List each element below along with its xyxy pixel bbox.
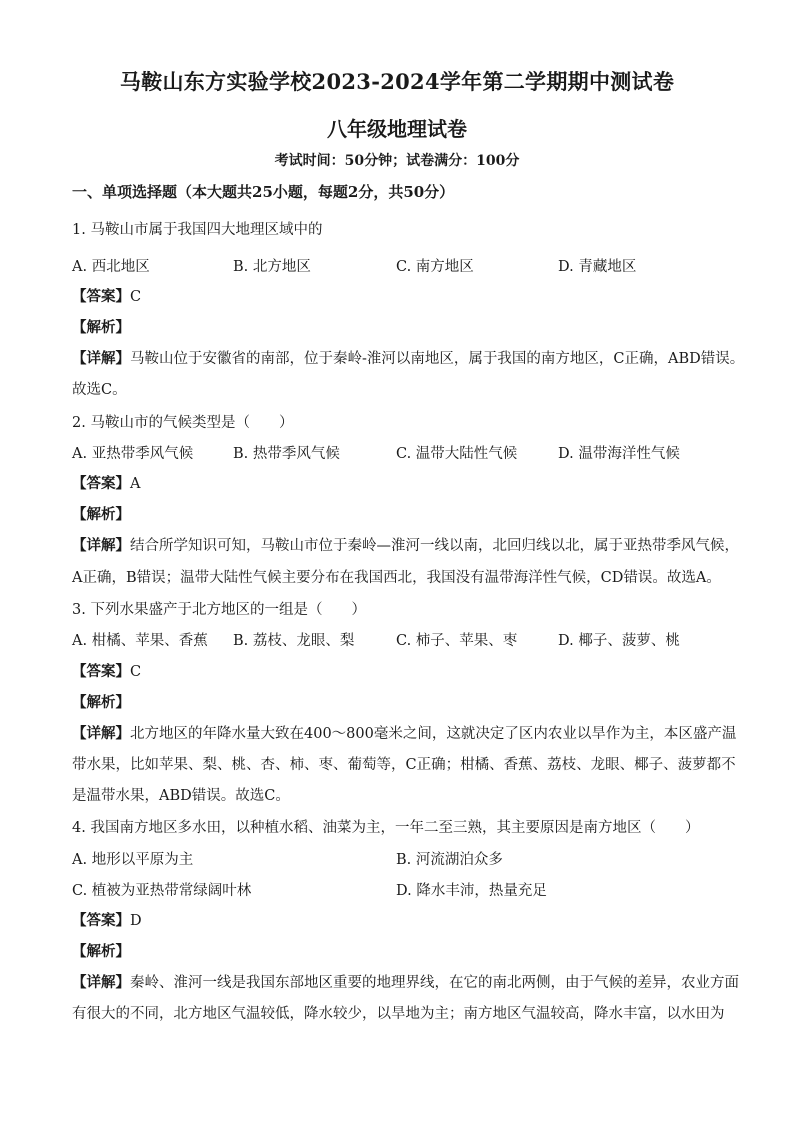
question-1-stem: 1. 马鞍山市属于我国四大地理区域中的 [72,222,323,238]
question-2-detail-line-1 [72,534,739,555]
question-2-stem: 2. 马鞍山市的气候类型是（ ） [72,415,294,431]
question-3-detail-line-3: 是温带水果，ABD错误。故选C。 [72,788,290,804]
question-3-analysis-tag: 【解析】 [72,694,130,711]
question-4-option-d: D. 降水丰沛，热量充足 [396,883,547,899]
exam-title: 马鞍山东方实验学校2023-2024学年第二学期期中测试卷 [119,69,675,94]
section-heading: 一、单项选择题（本大题共25小题，每题2分，共50分） [72,183,455,201]
question-2-detail-line-2: A正确，B错误；温带大陆性气候主要分布在我国西北，我国没有温带海洋性气候，CD错误。故选A。 [72,570,721,586]
question-1-option-b: B. 北方地区 [233,259,311,275]
question-2-option-a: A. 亚热带季风气候 [72,446,194,462]
question-1-analysis-tag: 【解析】 [72,319,130,336]
detail-text: 结合所学知识可知，马鞍山市位于秦岭—淮河一线以南，北回归线以北，属于亚热带季风气候， [130,538,739,554]
answer-value: D [130,913,142,929]
question-3-stem: 3. 下列水果盛产于北方地区的一组是（ ） [72,602,366,618]
question-3-option-b: B. 荔枝、龙眼、梨 [233,633,355,649]
detail-tag: 【详解】 [72,974,130,991]
detail-text: 秦岭、淮河一线是我国东部地区重要的地理界线，在它的南北两侧，由于气候的差异，农业方面 [130,975,739,991]
detail-tag: 【详解】 [72,350,130,367]
question-4-option-a: A. 地形以平原为主 [72,852,194,868]
detail-tag: 【详解】 [72,725,130,742]
detail-tag: 【详解】 [72,537,130,554]
question-3-option-d: D. 椰子、菠萝、桃 [558,633,680,649]
question-4-detail-line-2: 有很大的不同，北方地区气温较低，降水较少，以旱地为主；南方地区气温较高，降水丰富，以水田为 [72,1006,725,1022]
question-3-detail-line-1 [72,722,737,743]
question-1-answer [72,285,722,306]
question-1-detail-line-2: 故选C。 [72,382,127,398]
question-1-option-c: C. 南方地区 [396,259,474,275]
question-4-option-b: B. 河流湖泊众多 [396,852,503,868]
exam-info: 考试时间：50分钟；试卷满分：100分 [274,153,520,169]
question-1-detail-line-1 [72,347,745,368]
question-3-option-c: C. 柿子、苹果、枣 [396,633,518,649]
question-2-option-c: C. 温带大陆性气候 [396,446,518,462]
question-4-answer [72,909,722,930]
question-2-option-d: D. 温带海洋性气候 [558,446,680,462]
answer-value: C [130,289,142,305]
question-4-option-c: C. 植被为亚热带常绿阔叶林 [72,883,252,899]
answer-value: A [130,476,141,492]
answer-tag: 【答案】 [72,663,130,680]
question-1-option-a: A. 西北地区 [72,259,150,275]
question-3-detail-line-2: 带水果，比如苹果、梨、桃、杏、柿、枣、葡萄等，C正确；柑橘、香蕉、荔枝、龙眼、椰子、菠萝都不 [72,757,736,773]
question-2-analysis-tag: 【解析】 [72,506,130,523]
answer-tag: 【答案】 [72,475,130,492]
question-2-option-b: B. 热带季风气候 [233,446,340,462]
question-4-stem: 4. 我国南方地区多水田，以种植水稻、油菜为主，一年二至三熟，其主要原因是南方地区（ ） [72,820,700,836]
question-4-analysis-tag: 【解析】 [72,943,130,960]
question-4-detail-line-1 [72,971,739,992]
detail-text: 马鞍山位于安徽省的南部，位于秦岭-淮河以南地区，属于我国的南方地区，C正确，ABD错误。 [130,351,745,367]
question-3-answer [72,660,722,681]
question-2-answer [72,472,722,493]
exam-subtitle: 八年级地理试卷 [327,117,467,141]
question-3-option-a: A. 柑橘、苹果、香蕉 [72,633,208,649]
answer-tag: 【答案】 [72,288,130,305]
answer-tag: 【答案】 [72,912,130,929]
detail-text: 北方地区的年降水量大致在400～800毫米之间，这就决定了区内农业以旱作为主，本区盛产温 [130,726,737,742]
question-1-option-d: D. 青藏地区 [558,259,637,275]
answer-value: C [130,664,142,680]
